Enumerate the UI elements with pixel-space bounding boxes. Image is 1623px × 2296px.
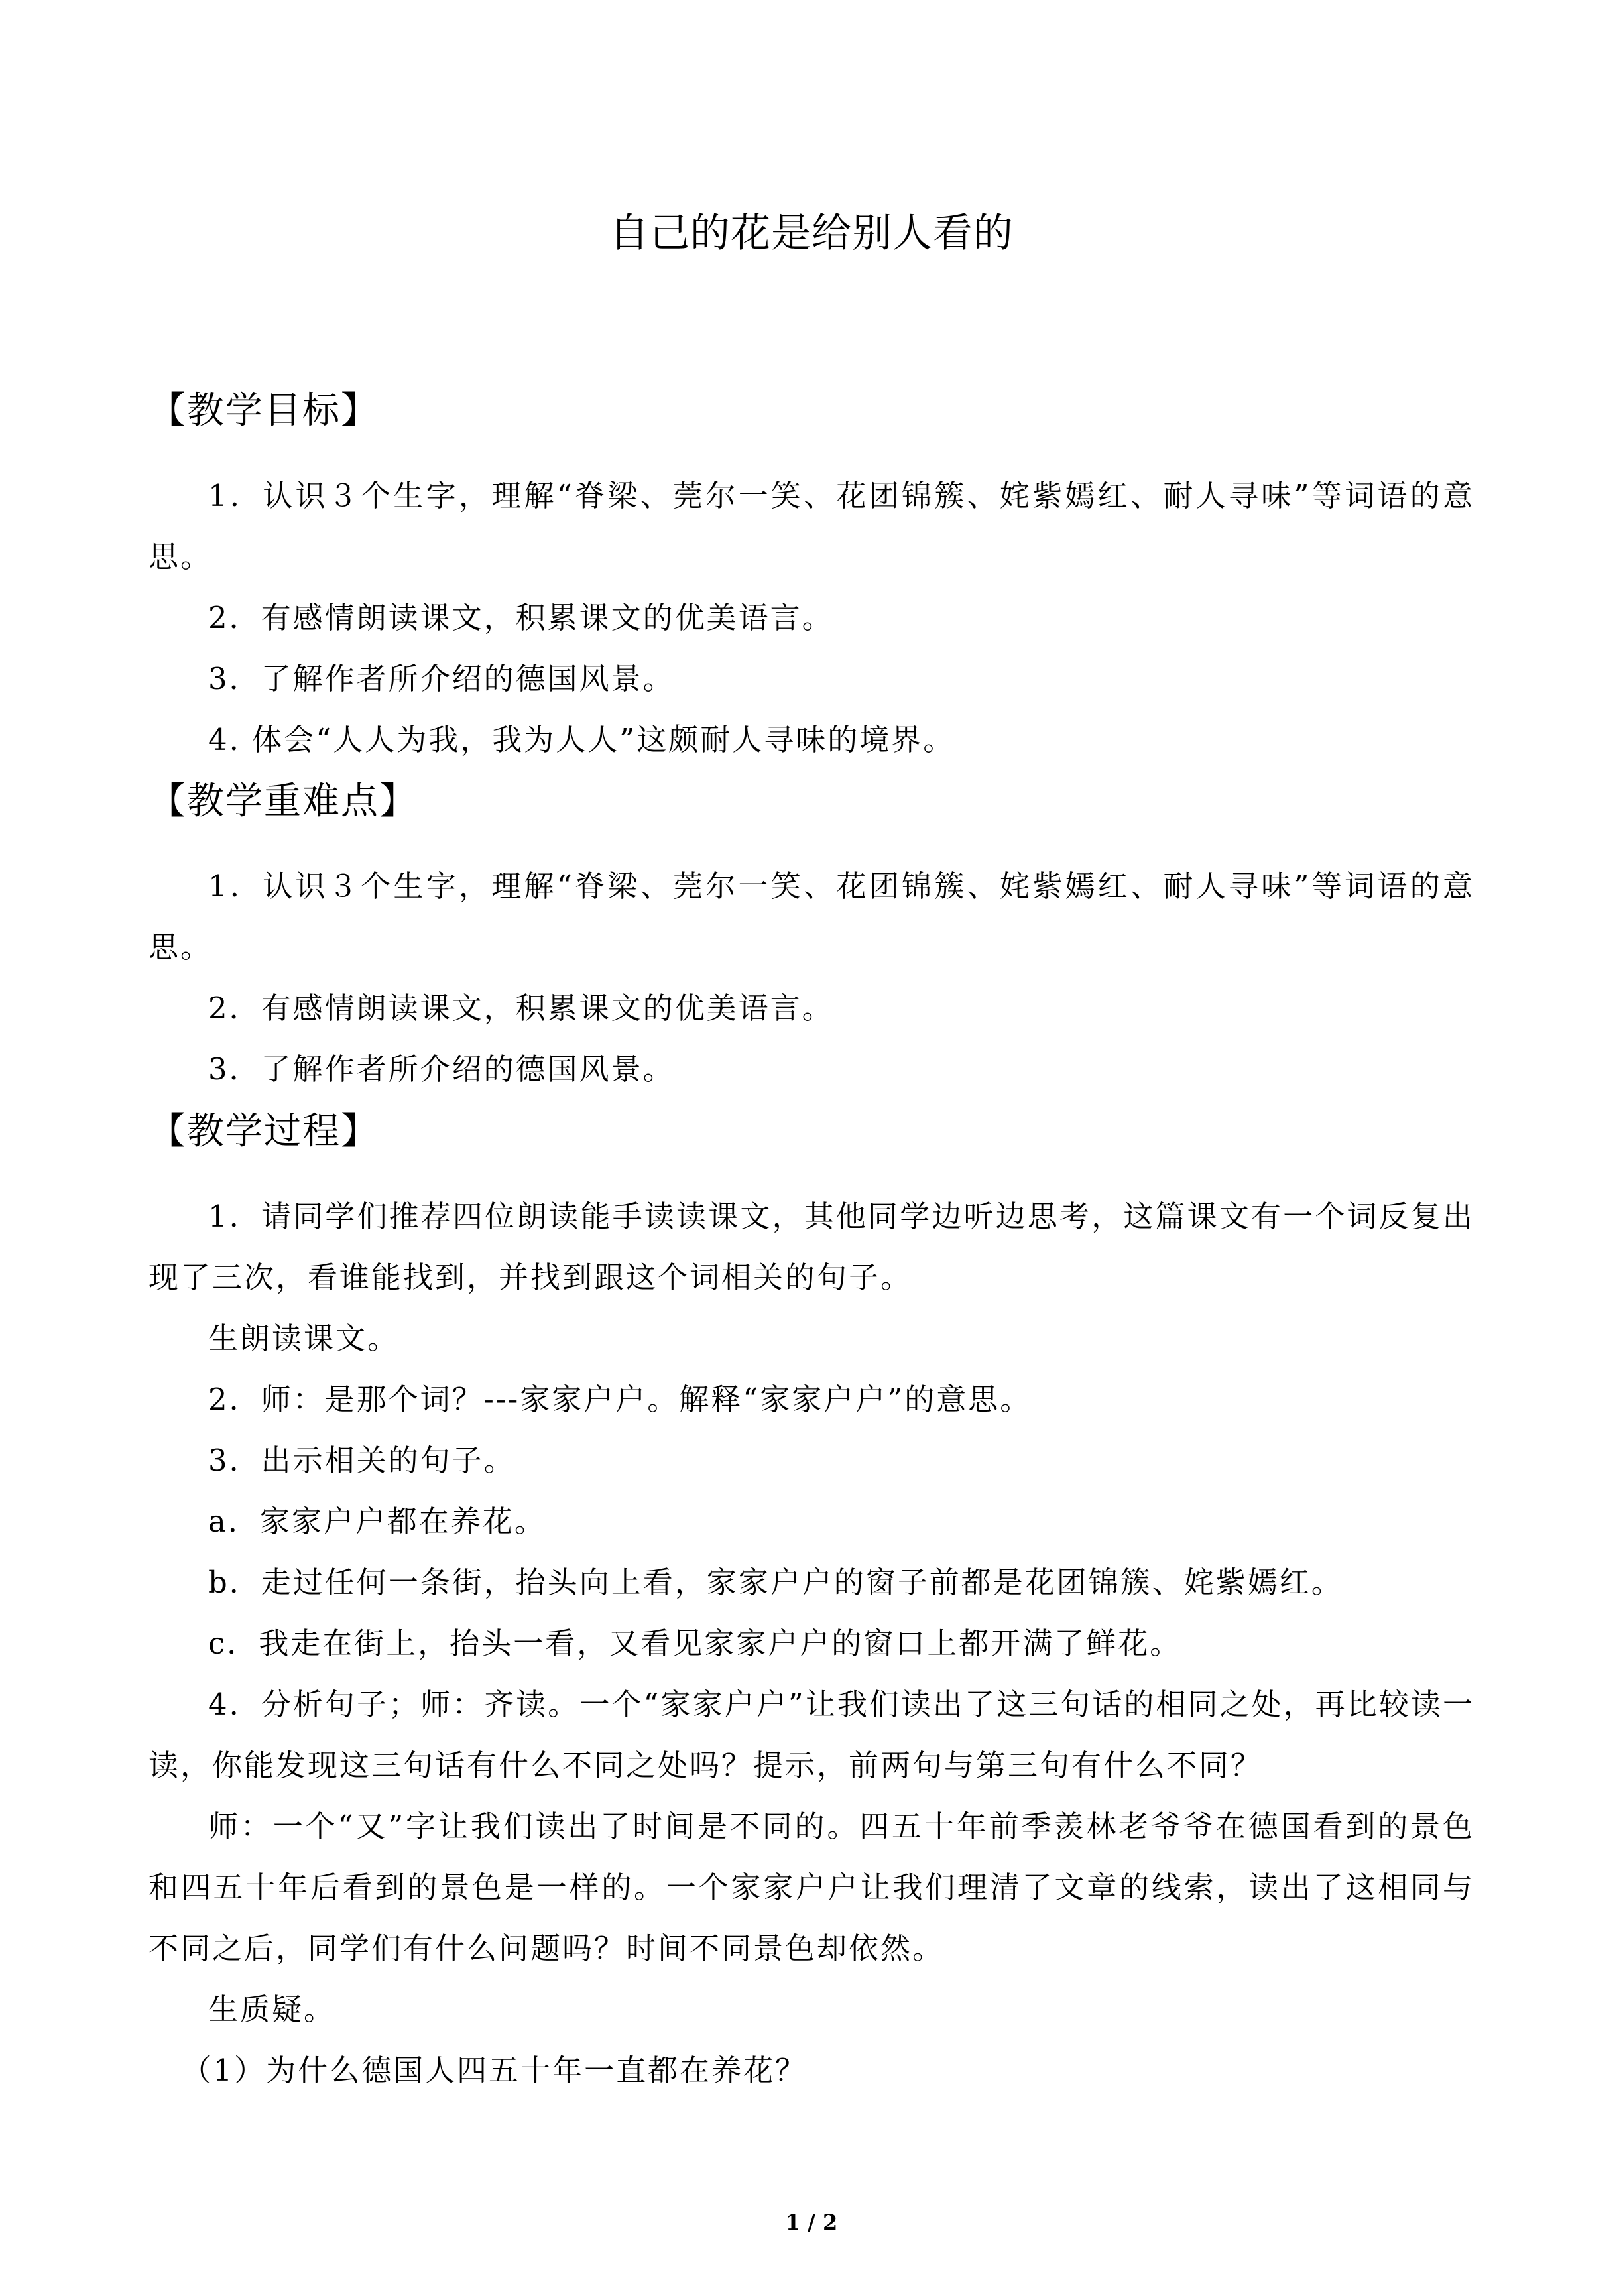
paragraph: 生质疑。 (208, 1992, 336, 2027)
paragraph: （1）为什么德国人四五十年一直都在养花？ (181, 2053, 808, 2088)
paragraph: 1．认识３个生字，理解“脊梁、莞尔一笑、花团锦簇、姹紫嫣红、耐人寻味”等词语的意思。 (149, 478, 1474, 574)
document-title: 自己的花是给别人看的 (609, 210, 1014, 257)
paragraph: 3．了解作者所介绍的德国风景。 (208, 661, 675, 696)
paragraph: 4．分析句子；师：齐读。一个“家家户户”让我们读出了这三句话的相同之处，再比较读一读，你能发现这三句话有什么不同之处吗？提示，前两句与第三句有什么不同？ (149, 1687, 1474, 1783)
section-heading-key-points: 【教学重难点】 (149, 780, 418, 823)
paragraph: 3．了解作者所介绍的德国风景。 (208, 1052, 675, 1087)
paragraph: 3．出示相关的句子。 (208, 1443, 516, 1478)
paragraph: 2．有感情朗读课文，积累课文的优美语言。 (208, 991, 834, 1026)
paragraph: 生朗读课文。 (208, 1321, 400, 1356)
paragraph: 4. 体会“人人为我，我为人人”这颇耐人寻味的境界。 (208, 722, 955, 757)
paragraph: 2．师：是那个词？---家家户户。解释“家家户户”的意思。 (208, 1382, 1032, 1417)
paragraph: 师：一个“又”字让我们读出了时间是不同的。四五十年前季羡林老爷爷在德国看到的景色和四五十年后看到的景色是一样的。一个家家户户让我们理清了文章的线索，读出了这相同与不同之后，同学们有什么问题吗？时间不同景色却依然。 (149, 1809, 1474, 1966)
paragraph: b．走过任何一条街，抬头向上看，家家户户的窗子前都是花团锦簇、姹紫嫣红。 (208, 1565, 1343, 1600)
paragraph: c．我走在街上，抬头一看，又看见家家户户的窗口上都开满了鲜花。 (208, 1626, 1182, 1661)
section-heading-objectives: 【教学目标】 (149, 389, 379, 432)
paragraph: a．家家户户都在养花。 (208, 1504, 546, 1539)
paragraph: 1．请同学们推荐四位朗读能手读读课文，其他同学边听边思考，这篇课文有一个词反复出现了三次，看谁能找到，并找到跟这个词相关的句子。 (149, 1199, 1474, 1295)
paragraph: 1．认识３个生字，理解“脊梁、莞尔一笑、花团锦簇、姹紫嫣红、耐人寻味”等词语的意思。 (149, 869, 1474, 965)
paragraph: 2．有感情朗读课文，积累课文的优美语言。 (208, 600, 834, 635)
page-number: 1 / 2 (785, 2210, 838, 2235)
section-heading-process: 【教学过程】 (149, 1110, 379, 1153)
